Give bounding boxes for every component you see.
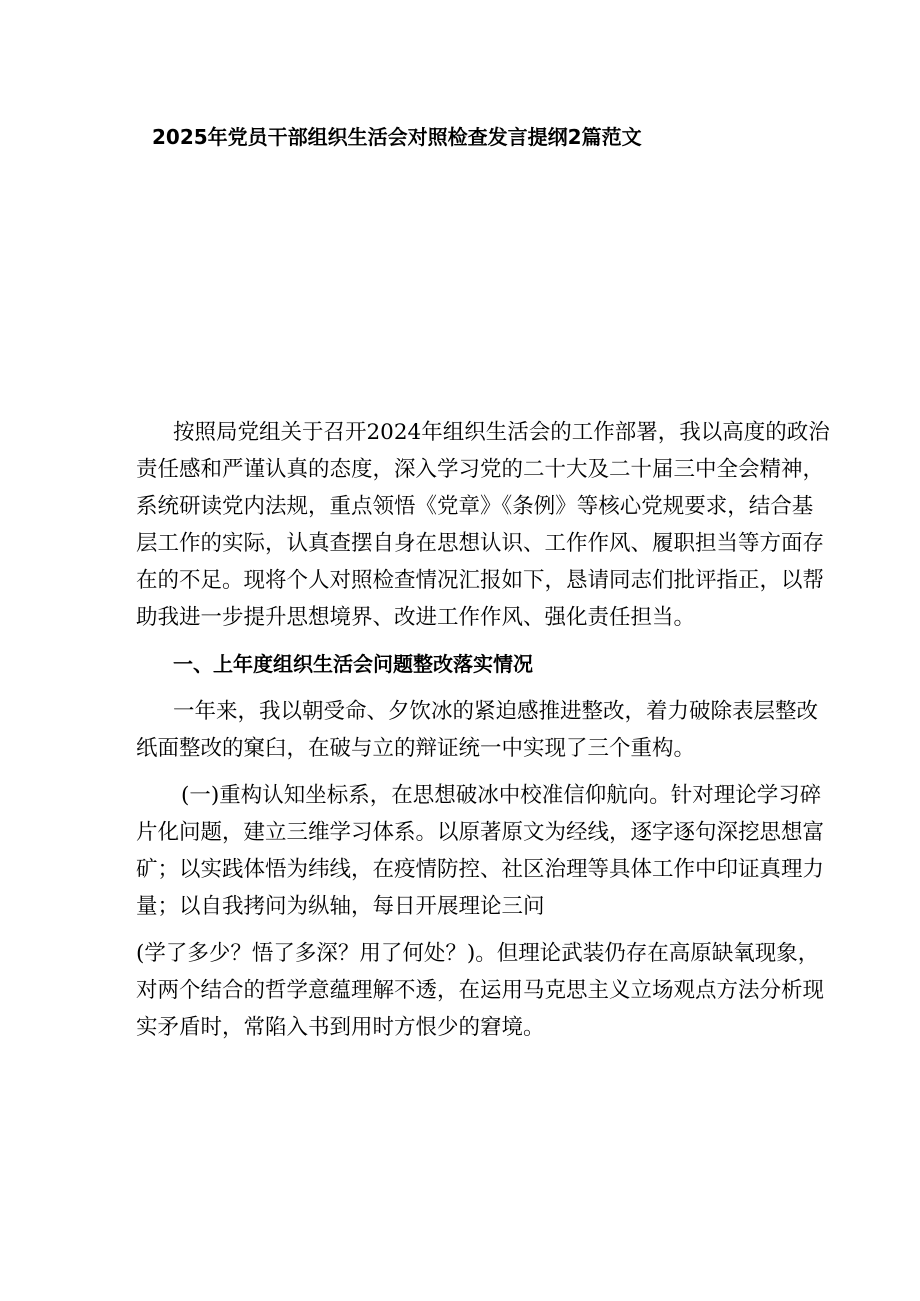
section-heading: 一、上年度组织生活会问题整改落实情况 [173,652,533,676]
text-line: 层工作的实际，认真查摆自身在思想认识、工作作风、履职担当等方面存 [136,531,825,556]
text-line: (一)重构认知坐标系，在思想破冰中校准信仰航向。针对理论学习碎 [181,783,822,808]
text-line: 助我进一步提升思想境界、改进工作作风、强化责任担当。 [136,605,696,630]
text-line: 责任感和严谨认真的态度，深入学习党的二十大及二十届三中全会精神， [136,457,825,482]
text-line: 量；以自我拷问为纵轴，每日开展理论三问 [136,894,545,919]
subsection1-continuation [136,935,825,1046]
text-line: 系统研读党内法规，重点领悟《党章》《条例》等核心党规要求，结合基 [136,494,814,519]
document-title: 2025年党员干部组织生活会对照检查发言提纲2篇范文 [152,125,642,149]
intro-paragraph [136,414,830,636]
text-line: 一年来，我以朝受命、夕饮冰的紧迫感推进整改，着力破除表层整改 [173,699,819,724]
text-line: 按照局党组关于召开2024年组织生活会的工作部署，我以高度的政治 [173,420,830,445]
text-line: 对两个结合的哲学意蕴理解不透，在运用马克思主义立场观点方法分析现 [136,978,825,1003]
subsection1-paragraph [136,777,825,925]
text-line: 在的不足。现将个人对照检查情况汇报如下，恳请同志们批评指正，以帮 [136,568,825,593]
section1-paragraph [136,693,819,767]
document-body [136,414,830,1046]
text-line: 矿；以实践体悟为纬线，在疫情防控、社区治理等具体工作中印证真理力 [136,857,825,882]
text-line: 实矛盾时，常陷入书到用时方恨少的窘境。 [136,1015,545,1040]
text-line: 片化问题，建立三维学习体系。以原著原文为经线，逐字逐句深挖思想富 [136,820,825,845]
text-line: 纸面整改的窠臼，在破与立的辩证统一中实现了三个重构。 [136,736,696,761]
text-line: (学了多少？悟了多深？用了何处？)。但理论武装仍存在高原缺氧现象， [136,941,820,966]
